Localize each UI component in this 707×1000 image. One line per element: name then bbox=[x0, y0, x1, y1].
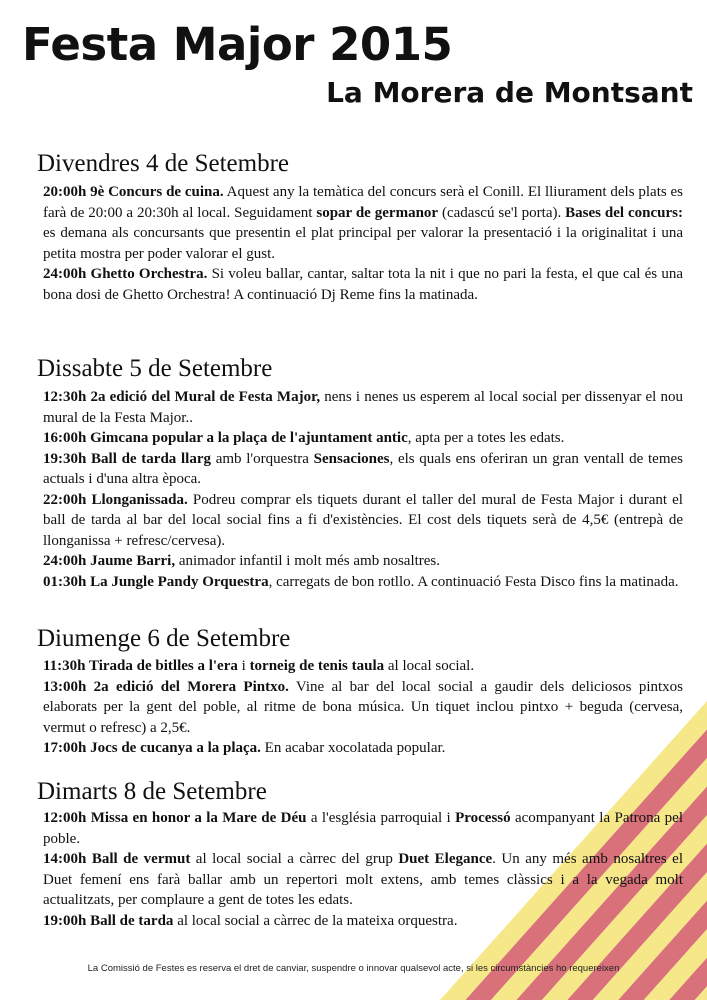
day-events-sunday bbox=[43, 656, 683, 759]
event-item bbox=[43, 551, 683, 572]
event-item bbox=[43, 656, 683, 677]
event-highlight: Sensaciones bbox=[313, 450, 390, 467]
event-text: En acabar xocolatada popular. bbox=[260, 740, 446, 756]
event-text: Vine al bar del local social a gaudir dels deliciosos pintxos elaborats per la gent del poble, al ritme de bona música. Un tiquet inclou pintxo + beguda (cervesa, vermut o refresc) a 2,5€. bbox=[43, 678, 684, 736]
event-text: . Un any més amb nosaltres el Duet femení ens farà ballar amb un repertori molt extens, amb temes clàssics i a la vegada molt actualitzats, per complaure a gent de totes les edats. bbox=[43, 851, 683, 908]
day-events-saturday bbox=[43, 387, 683, 592]
footer-disclaimer: La Comissió de Festes es reserva el dret de canviar, suspendre o innovar qualsevol acte, si les circumstàncies ho requereixen bbox=[87, 963, 620, 974]
event-item bbox=[43, 387, 683, 428]
event-text: animador infantil i molt més amb nosaltres. bbox=[175, 553, 441, 569]
event-highlight: 01:30h La Jungle Pandy Orquestra bbox=[43, 573, 269, 590]
event-item bbox=[43, 572, 683, 593]
event-text: (cadascú se'l porta). bbox=[438, 204, 566, 221]
event-highlight: 24:00h Jaume Barri, bbox=[43, 553, 176, 569]
day-heading-tuesday: Dimarts 8 de Setembre bbox=[37, 778, 267, 805]
event-text: al local social a càrrec de la mateixa orquestra. bbox=[173, 912, 458, 929]
event-text: a l'església parroquial i bbox=[306, 810, 456, 826]
event-item bbox=[43, 449, 683, 490]
event-item bbox=[43, 808, 683, 849]
event-text: acompanyant la Patrona pel poble. bbox=[43, 810, 683, 847]
event-text: Aquest any la temàtica del concurs serà el Conill. El lliurament dels plats es farà de 20:00 a 20:30h al local. Seguidament bbox=[43, 184, 683, 221]
event-highlight: 19:30h Ball de tarda llarg bbox=[43, 450, 211, 467]
event-item bbox=[43, 182, 683, 264]
event-highlight: 14:00h Ball de vermut bbox=[43, 851, 191, 867]
event-text: es demana als concursants que presentin el plat principal per valorar la presentació i la originalitat i una petita mostra per poder valorar el gust. bbox=[43, 225, 683, 262]
event-highlight: 16:00h Gimcana popular a la plaça de l'ajuntament antic bbox=[43, 430, 408, 446]
event-highlight: Duet Elegance bbox=[398, 851, 493, 867]
event-text: al local social a càrrec del grup bbox=[190, 851, 399, 867]
event-text: al local social. bbox=[384, 658, 475, 674]
event-highlight: Bases del concurs: bbox=[565, 204, 683, 221]
event-text: Si voleu ballar, cantar, saltar tota la nit i que no pari la festa, el que cal és una bona dosi de Ghetto Orchestra! A continuació Dj Reme fins la matinada. bbox=[43, 266, 683, 303]
event-text: Podreu comprar els tiquets durant el taller del mural de Festa Major i durant el ball de tarda al bar del local social fins a fi d'existències. El cost dels tiquets serà de 4,5€ (entrepà de llonganissa + refresc/cervesa). bbox=[43, 491, 683, 549]
event-item bbox=[43, 738, 683, 759]
event-text: i bbox=[237, 658, 250, 674]
event-text: amb l'orquestra bbox=[211, 450, 314, 467]
event-text: , carregats de bon rotllo. A continuació Festa Disco fins la matinada. bbox=[268, 573, 679, 590]
event-highlight: sopar de germanor bbox=[316, 204, 439, 221]
event-highlight: 24:00h Ghetto Orchestra. bbox=[43, 266, 208, 282]
event-highlight: 12:30h 2a edició del Mural de Festa Major, bbox=[43, 389, 321, 405]
event-item bbox=[43, 849, 683, 911]
day-heading-saturday: Dissabte 5 de Setembre bbox=[37, 355, 273, 382]
event-item bbox=[43, 264, 683, 305]
event-highlight: 22:00h Llonganissada. bbox=[43, 491, 188, 508]
event-item bbox=[43, 428, 683, 449]
event-highlight: 20:00h 9è Concurs de cuina. bbox=[43, 184, 224, 200]
event-highlight: 17:00h Jocs de cucanya a la plaça. bbox=[43, 740, 261, 756]
event-highlight: torneig de tenis taula bbox=[249, 658, 385, 674]
event-text: nens i nenes us esperem al local social per dissenyar el nou mural de la Festa Major.. bbox=[43, 389, 683, 426]
day-heading-friday: Divendres 4 de Setembre bbox=[37, 150, 290, 177]
event-item bbox=[43, 490, 683, 552]
day-heading-sunday: Diumenge 6 de Setembre bbox=[37, 625, 291, 652]
event-text: , apta per a totes les edats. bbox=[407, 430, 565, 446]
event-highlight: 12:00h Missa en honor a la Mare de Déu bbox=[43, 810, 307, 826]
event-text: , els quals ens oferiran un gran ventall de temes actuals i d'una altra època. bbox=[43, 450, 684, 487]
event-highlight: 13:00h 2a edició del Morera Pintxo. bbox=[43, 678, 289, 695]
event-highlight: 19:00h Ball de tarda bbox=[43, 912, 174, 929]
event-item bbox=[43, 911, 683, 932]
page-title: Festa Major 2015 bbox=[22, 18, 453, 71]
event-item bbox=[43, 677, 683, 739]
day-events-tuesday bbox=[43, 808, 683, 931]
page-subtitle: La Morera de Montsant bbox=[326, 76, 693, 109]
event-highlight: Processó bbox=[455, 810, 511, 826]
event-highlight: 11:30h Tirada de bitlles a l'era bbox=[43, 658, 238, 674]
day-events-friday bbox=[43, 182, 683, 305]
